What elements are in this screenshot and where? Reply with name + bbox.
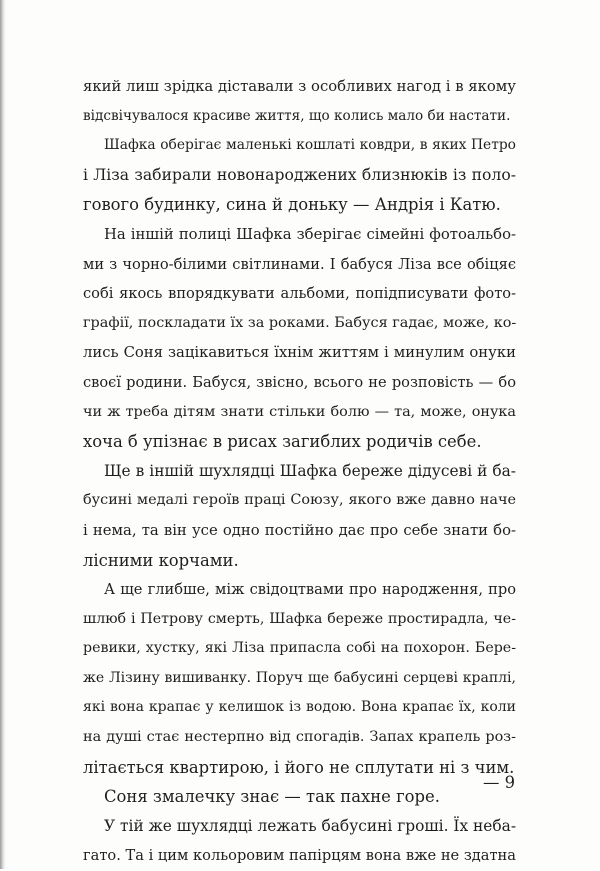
text-line: ми з чорно-білими світлинами. І бабуся Ліза все обіцяє — [83, 255, 516, 273]
text-line: чи ж треба дітям знати стільки болю — та, може, онука — [83, 403, 516, 420]
text-line: На іншій полиці Шафка зберігає сімейні фотоальбо- — [104, 225, 516, 243]
text-line: своєї родини. Бабуся, звісно, всього не розповість — бо — [83, 373, 516, 391]
text-line: Соня змалечку знає — так пахне горе. — [104, 787, 440, 807]
text-line: лись Соня зацікавиться їхнім життям і минулим онуки — [83, 344, 516, 362]
text-line: і Ліза забирали новонароджених близнюків із поло- — [83, 165, 516, 184]
text-line: відсвічувалося красиве життя, що колись мало би настати. — [83, 107, 511, 124]
text-line: Ще в іншій шухлядці Шафка береже дідусеві й ба- — [104, 461, 516, 480]
text-line: лісними корчами. — [83, 550, 239, 570]
text-line: Шафка оберігає маленькі кошлаті ковдри, в яких Петро — [104, 137, 516, 154]
text-line: гового будинку, сина й доньку — Андрія і Катю. — [83, 195, 501, 215]
body-text — [83, 72, 516, 871]
text-line: графії, поскладати їх за роками. Бабуся гадає, може, ко- — [83, 314, 517, 331]
text-line: собі якось впорядкувати альбоми, попідписувати фото- — [83, 285, 516, 303]
text-line: У тій же шухлядці лежать бабусині гроші. Їх неба- — [104, 816, 517, 835]
text-line: і нема, та він усе одно постійно дає про себе знати бо- — [83, 521, 516, 539]
page-edge-shadow — [0, 0, 6, 869]
text-line: які вона крапає у келишок із водою. Вона крапає їх, коли — [83, 699, 516, 716]
text-line: ревики, хустку, які Ліза припасла собі на похорон. Бере- — [83, 640, 516, 657]
text-line: бусині медалі героїв праці Союзу, якого вже давно наче — [83, 492, 516, 509]
text-line: А ще глибше, між свідоцтвами про народження, про — [104, 581, 516, 599]
text-line: шлюб і Петрову смерть, Шафка береже простирадла, че- — [83, 610, 516, 627]
text-line: який лиш зрідка діставали з особливих нагод і в якому — [83, 78, 516, 95]
text-line: же Лізину вишиванку. Поруч ще бабусині серцеві краплі, — [83, 669, 516, 686]
text-line: хоча б упізнає в рисах загиблих родичів себе. — [83, 432, 482, 452]
text-line: гато. Та і цим кольоровим папірцям вона вже не здатна — [83, 847, 516, 865]
text-line: літається квартирою, і його не сплутати ні з чим. — [83, 757, 515, 777]
page-number: — 9 — [482, 773, 515, 792]
text-line: на душі стає нестерпно від спогадів. Запах крапель роз- — [83, 729, 516, 746]
